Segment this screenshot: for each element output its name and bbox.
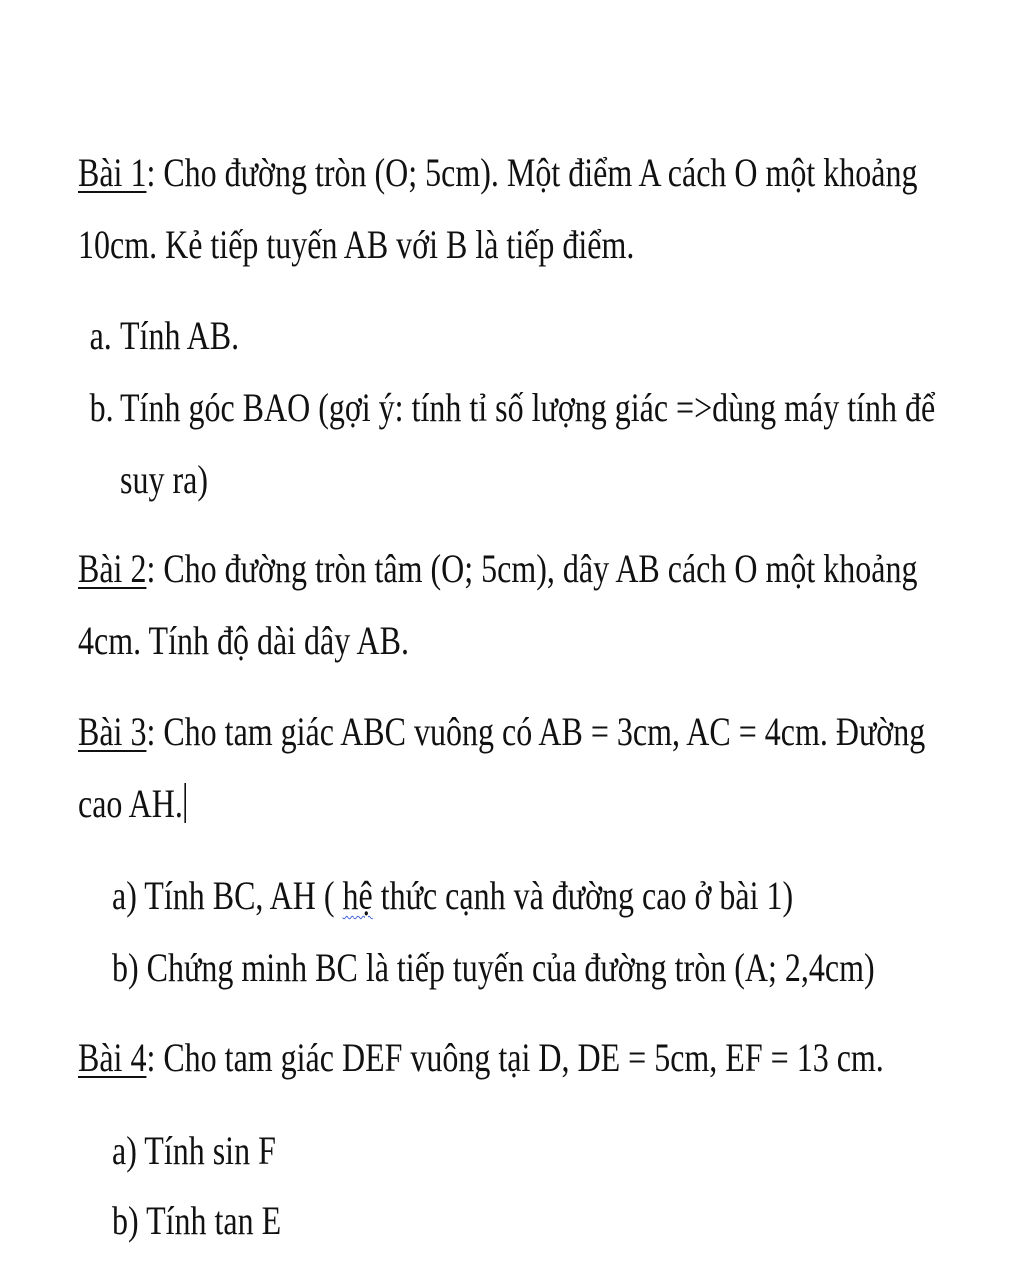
bai3-line2-text: cao AH. [78, 781, 183, 826]
bai1-a-text: Tính AB. [120, 313, 240, 358]
bai3-a-text-post: thức cạnh và đường cao ở bài 1) [372, 873, 794, 918]
bai2-label: Bài 2 [78, 546, 147, 591]
bai3-label: Bài 3 [78, 709, 147, 754]
bai1-label: Bài 1 [78, 150, 147, 195]
spellcheck-word[interactable]: hệ [342, 873, 373, 918]
bai3-item-b: b) Chứng minh BC là tiếp tuyến của đường tròn (A; 2,4cm) [112, 945, 875, 990]
bai1-b-marker: b. [89, 385, 114, 430]
bai1-b-text-line1: Tính góc BAO (gợi ý: tính tỉ số lượng giác =>dùng máy tính để [120, 385, 936, 430]
bai2-line1 [78, 533, 917, 605]
bai3-line1 [78, 696, 925, 768]
bai4-line1 [78, 1022, 884, 1094]
bai1-a-marker: a. [89, 313, 112, 358]
bai1-line1 [78, 137, 918, 209]
bai3-line2 [78, 768, 186, 840]
bai3-line1-text: : Cho tam giác ABC vuông có AB = 3cm, AC = 4cm. Đường [146, 709, 926, 754]
bai4-label: Bài 4 [78, 1035, 147, 1080]
bai4-item-a: a) Tính sin F [112, 1128, 276, 1173]
bai3-item-a [112, 860, 793, 932]
bai2-line1-text: : Cho đường tròn tâm (O; 5cm), dây AB cách O một khoảng [146, 546, 918, 591]
bai1-line2: 10cm. Kẻ tiếp tuyến AB với B là tiếp điểm. [78, 222, 635, 267]
bai2-line2: 4cm. Tính độ dài dây AB. [78, 618, 409, 663]
bai4-item-b: b) Tính tan E [112, 1198, 282, 1243]
text-cursor [184, 783, 186, 823]
bai3-a-text-pre: a) Tính BC, AH ( [112, 873, 343, 918]
bai4-line1-text: : Cho tam giác DEF vuông tại D, DE = 5cm, EF = 13 cm. [146, 1035, 884, 1080]
bai1-line1-text: : Cho đường tròn (O; 5cm). Một điểm A cách O một khoảng [146, 150, 918, 195]
bai1-b-text-line2: suy ra) [120, 457, 208, 502]
